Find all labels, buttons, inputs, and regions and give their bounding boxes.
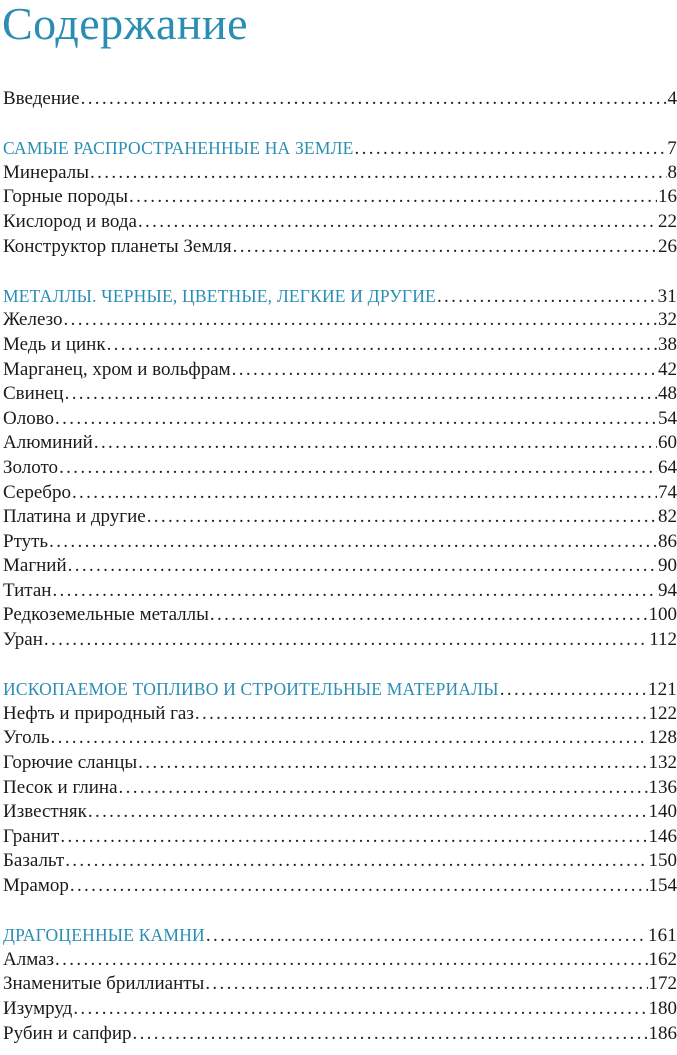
page-number: 8	[667, 161, 677, 183]
page-number: 186	[648, 1022, 677, 1044]
page-number: 146	[648, 825, 677, 847]
dot-leader	[81, 87, 667, 112]
entry-title: Горючие сланцы	[3, 752, 138, 774]
toc-entry[interactable]	[3, 505, 677, 530]
page-number: 4	[667, 88, 677, 109]
entry-title: Марганец, хром и вольфрам	[3, 358, 231, 380]
toc-entry[interactable]	[3, 997, 677, 1022]
entry-title: Свинец	[3, 383, 64, 405]
section-spacer	[3, 112, 677, 137]
dot-leader	[107, 333, 657, 358]
dot-leader	[210, 603, 648, 628]
section-title: ДРАГОЦЕННЫЕ КАМНИ	[3, 925, 205, 946]
entry-title: Редкоземельные металлы	[3, 604, 209, 626]
dot-leader	[64, 308, 657, 333]
section-spacer	[3, 899, 677, 924]
section-spacer	[3, 259, 677, 284]
page-number: 128	[648, 727, 677, 749]
page-number: 154	[648, 875, 677, 896]
entry-title: Введение	[3, 88, 80, 109]
page-number: 32	[658, 309, 677, 331]
dot-leader	[129, 185, 657, 210]
dot-leader	[49, 530, 657, 555]
page-number: 7	[667, 138, 677, 160]
page-number: 54	[658, 407, 677, 429]
page-number: 38	[658, 333, 677, 355]
section-title: МЕТАЛЛЫ. ЧЕРНЫЕ, ЦВЕТНЫЕ, ЛЕГКИЕ И ДРУГИЕ	[3, 285, 436, 306]
toc-entry[interactable]	[3, 481, 677, 506]
dot-leader	[60, 825, 647, 850]
dot-leader	[72, 481, 657, 506]
page-number: 172	[648, 973, 677, 995]
entry-title: Ртуть	[3, 530, 49, 552]
entry-title: Известняк	[3, 801, 87, 823]
dot-leader	[52, 579, 657, 604]
toc-entry[interactable]	[3, 849, 677, 874]
toc-section-heading[interactable]	[3, 677, 677, 702]
dot-leader	[44, 628, 648, 653]
page-number: 161	[647, 925, 677, 947]
entry-title: Гранит	[3, 825, 60, 847]
toc-entry[interactable]	[3, 210, 677, 235]
toc-entry[interactable]	[3, 333, 677, 358]
dot-leader	[55, 948, 647, 973]
entry-title: Золото	[3, 456, 59, 478]
entry-title: Нефть и природный газ	[3, 702, 194, 724]
toc-section-heading[interactable]	[3, 923, 677, 948]
toc-entry[interactable]	[3, 972, 677, 997]
dot-leader	[437, 284, 657, 310]
page-number: 94	[658, 579, 677, 601]
entry-title: Алюминий	[3, 432, 93, 454]
entry-title: Горные породы	[3, 186, 128, 208]
entry-title: Конструктор планеты Земля	[3, 235, 232, 257]
page-number: 140	[648, 801, 677, 823]
entry-title: Уран	[3, 629, 43, 651]
dot-leader	[70, 874, 648, 899]
dot-leader	[355, 136, 667, 162]
page-number: 136	[648, 776, 677, 798]
toc-section-heading[interactable]	[3, 136, 677, 161]
section-title: САМЫЕ РАСПРОСТРАНЕННЫЕ НА ЗЕМЛЕ	[3, 138, 354, 159]
page-number: 121	[647, 679, 677, 701]
toc-entry[interactable]	[3, 308, 677, 333]
dot-leader	[195, 702, 648, 727]
toc-entry[interactable]	[3, 161, 677, 186]
entry-title: Песок и глина	[3, 776, 118, 798]
entry-title: Изумруд	[3, 997, 73, 1019]
page-title: Содержание	[2, 0, 249, 49]
section-title: ИСКОПАЕМОЕ ТОПЛИВО И СТРОИТЕЛЬНЫЕ МАТЕРИАЛЫ	[3, 679, 499, 700]
dot-leader	[65, 382, 657, 407]
dot-leader	[500, 677, 647, 703]
entry-title: Знаменитые бриллианты	[3, 973, 205, 995]
toc-entry[interactable]	[3, 948, 677, 973]
toc-entry[interactable]	[3, 456, 677, 481]
toc-entry[interactable]	[3, 554, 677, 579]
page-number: 162	[648, 948, 677, 970]
toc-entry[interactable]	[3, 776, 677, 801]
page-number: 90	[658, 555, 677, 577]
page-number: 122	[648, 702, 677, 724]
page-number: 112	[649, 629, 677, 651]
toc-entry[interactable]	[3, 825, 677, 850]
dot-leader	[94, 431, 657, 456]
dot-leader	[59, 456, 657, 481]
toc-entry[interactable]	[3, 579, 677, 604]
dot-leader	[232, 358, 657, 383]
toc-entry[interactable]	[3, 407, 677, 432]
dot-leader	[205, 972, 647, 997]
entry-title: Железо	[3, 309, 63, 331]
page-number: 31	[657, 285, 677, 307]
toc-entry[interactable]	[3, 800, 677, 825]
toc-entry[interactable]	[3, 874, 677, 899]
page-number: 132	[648, 752, 677, 774]
toc-entry[interactable]	[3, 702, 677, 727]
page-number: 86	[658, 530, 677, 552]
page-number: 60	[658, 432, 677, 454]
entry-title: Кислород и вода	[3, 210, 137, 232]
entry-title: Серебро	[3, 481, 71, 503]
page-number: 26	[658, 235, 677, 257]
dot-leader	[138, 210, 657, 235]
entry-title: Мрамор	[3, 875, 69, 896]
entry-title: Магний	[3, 555, 67, 577]
page-number: 150	[648, 850, 677, 872]
entry-title: Минералы	[3, 161, 90, 183]
page-number: 22	[658, 210, 677, 232]
dot-leader	[88, 800, 648, 825]
dot-leader	[73, 997, 647, 1022]
entry-title: Рубин и сапфир	[3, 1022, 132, 1044]
toc-entry[interactable]	[3, 603, 677, 628]
toc-section-heading[interactable]	[3, 284, 677, 309]
dot-leader	[138, 751, 647, 776]
page-number: 180	[648, 997, 677, 1019]
toc-entry[interactable]	[3, 382, 677, 407]
toc-entry[interactable]	[3, 751, 677, 776]
toc-entry[interactable]	[3, 358, 677, 383]
page-number: 42	[658, 358, 677, 380]
dot-leader	[90, 161, 666, 186]
toc-entry[interactable]	[3, 530, 677, 555]
page-number: 100	[648, 604, 677, 626]
dot-leader	[206, 923, 647, 949]
page-number: 16	[658, 186, 677, 208]
entry-title: Олово	[3, 407, 55, 429]
table-of-contents	[3, 87, 677, 1046]
toc-entry[interactable]	[3, 87, 677, 112]
dot-leader	[55, 407, 657, 432]
toc-entry[interactable]	[3, 726, 677, 751]
page-number: 82	[658, 506, 677, 528]
page-number: 64	[658, 456, 677, 478]
entry-title: Базальт	[3, 850, 65, 872]
entry-title: Медь и цинк	[3, 333, 106, 355]
toc-entry[interactable]	[3, 235, 677, 260]
toc-entry[interactable]	[3, 431, 677, 456]
dot-leader	[119, 776, 648, 801]
toc-entry[interactable]	[3, 185, 677, 210]
page-number: 48	[658, 383, 677, 405]
page-number: 74	[658, 481, 677, 503]
dot-leader	[65, 849, 647, 874]
entry-title: Платина и другие	[3, 506, 146, 528]
dot-leader	[51, 726, 648, 751]
entry-title: Алмаз	[3, 948, 55, 970]
dot-leader	[233, 235, 657, 260]
section-spacer	[3, 653, 677, 678]
toc-entry[interactable]	[3, 1022, 677, 1047]
dot-leader	[147, 505, 657, 530]
entry-title: Уголь	[3, 727, 50, 749]
dot-leader	[132, 1022, 647, 1047]
dot-leader	[68, 554, 657, 579]
toc-entry[interactable]	[3, 628, 677, 653]
entry-title: Титан	[3, 579, 52, 601]
